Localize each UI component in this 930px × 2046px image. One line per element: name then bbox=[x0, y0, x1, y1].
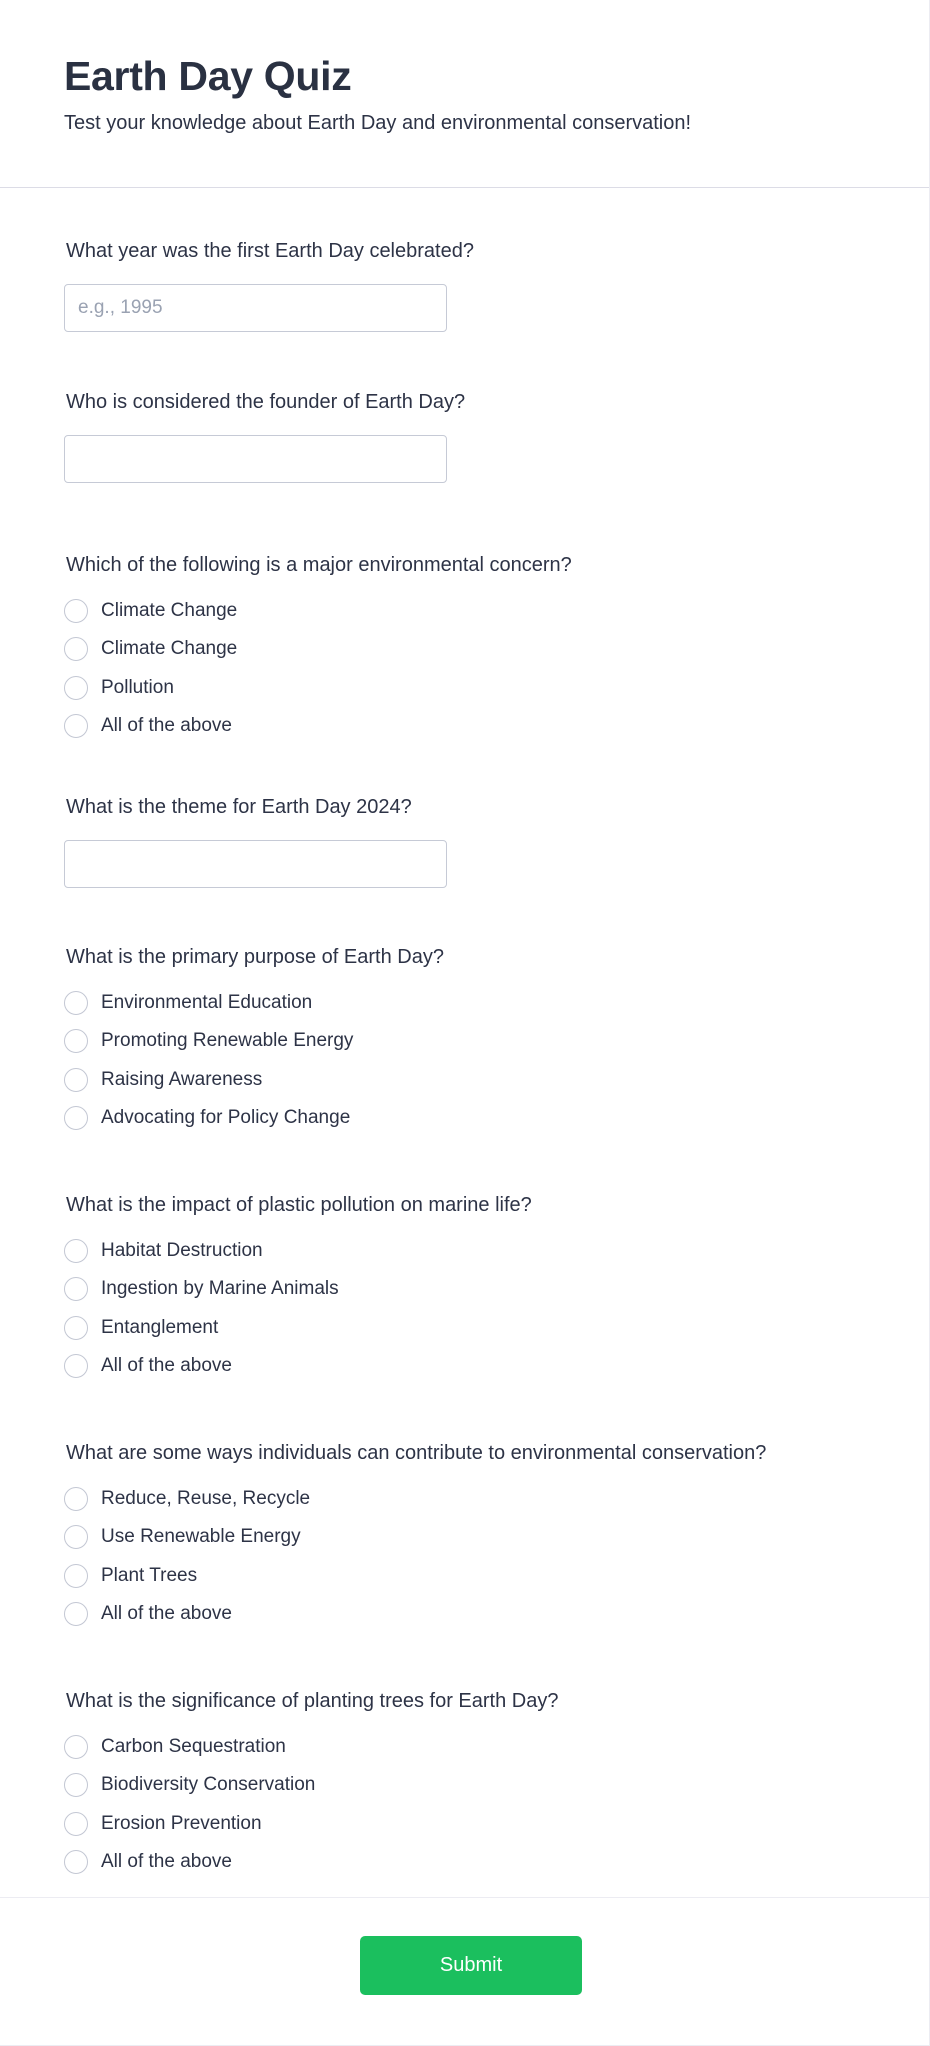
radio-button[interactable] bbox=[64, 1068, 88, 1092]
quiz-footer bbox=[0, 1898, 929, 2045]
option-label: All of the above bbox=[101, 715, 232, 737]
option-label: All of the above bbox=[101, 1603, 232, 1625]
radio-button[interactable] bbox=[64, 1239, 88, 1263]
page-subtitle: Test your knowledge about Earth Day and environmental conservation! bbox=[64, 112, 692, 134]
radio-option[interactable] bbox=[64, 1022, 865, 1060]
radio-button[interactable] bbox=[64, 637, 88, 661]
radio-button[interactable] bbox=[64, 1735, 88, 1759]
option-label: Biodiversity Conservation bbox=[101, 1774, 316, 1796]
question-label: What is the theme for Earth Day 2024? bbox=[66, 796, 412, 818]
question-4 bbox=[64, 794, 865, 944]
option-label: Ingestion by Marine Animals bbox=[101, 1278, 339, 1300]
option-label: Climate Change bbox=[101, 600, 238, 622]
radio-option[interactable] bbox=[64, 630, 865, 668]
radio-option[interactable] bbox=[64, 1480, 865, 1518]
radio-button[interactable] bbox=[64, 1812, 88, 1836]
option-label: Habitat Destruction bbox=[101, 1240, 263, 1262]
radio-button[interactable] bbox=[64, 1525, 88, 1549]
radio-option[interactable] bbox=[64, 1061, 865, 1099]
radio-option[interactable] bbox=[64, 1557, 865, 1595]
question-label: What is the significance of planting trees for Earth Day? bbox=[66, 1690, 559, 1712]
radio-button[interactable] bbox=[64, 1773, 88, 1797]
option-label: Promoting Renewable Energy bbox=[101, 1030, 354, 1052]
earth-day-theme-input[interactable] bbox=[64, 840, 447, 888]
question-label: What are some ways individuals can contribute to environmental conservation? bbox=[66, 1442, 767, 1464]
radio-option[interactable] bbox=[64, 1099, 865, 1137]
radio-option[interactable] bbox=[64, 592, 865, 630]
radio-option[interactable] bbox=[64, 1766, 865, 1804]
question-5 bbox=[64, 944, 865, 1192]
option-label: All of the above bbox=[101, 1355, 232, 1377]
question-label: What is the primary purpose of Earth Day? bbox=[66, 946, 444, 968]
radio-button[interactable] bbox=[64, 1106, 88, 1130]
question-label: Who is considered the founder of Earth Day? bbox=[66, 391, 466, 413]
radio-option[interactable] bbox=[64, 1595, 865, 1633]
radio-group bbox=[64, 1232, 865, 1385]
radio-button[interactable] bbox=[64, 676, 88, 700]
question-6 bbox=[64, 1192, 865, 1440]
radio-option[interactable] bbox=[64, 1843, 865, 1881]
quiz-header bbox=[0, 0, 929, 188]
radio-button[interactable] bbox=[64, 1602, 88, 1626]
radio-button[interactable] bbox=[64, 714, 88, 738]
option-label: Use Renewable Energy bbox=[101, 1526, 301, 1548]
option-label: Pollution bbox=[101, 676, 174, 698]
radio-option[interactable] bbox=[64, 707, 865, 745]
option-label: Carbon Sequestration bbox=[101, 1736, 286, 1758]
radio-button[interactable] bbox=[64, 991, 88, 1015]
submit-button[interactable]: Submit bbox=[360, 1936, 582, 1995]
radio-option[interactable] bbox=[64, 984, 865, 1022]
radio-group bbox=[64, 1728, 865, 1881]
radio-option[interactable] bbox=[64, 669, 865, 707]
option-label: Raising Awareness bbox=[101, 1068, 263, 1090]
radio-option[interactable] bbox=[64, 1309, 865, 1347]
radio-button[interactable] bbox=[64, 599, 88, 623]
option-label: Climate Change bbox=[101, 638, 238, 660]
question-3 bbox=[64, 552, 865, 800]
radio-option[interactable] bbox=[64, 1270, 865, 1308]
radio-button[interactable] bbox=[64, 1354, 88, 1378]
quiz-body bbox=[0, 188, 929, 1898]
radio-button[interactable] bbox=[64, 1850, 88, 1874]
question-label: Which of the following is a major environmental concern? bbox=[66, 554, 572, 576]
radio-option[interactable] bbox=[64, 1347, 865, 1385]
option-label: Entanglement bbox=[101, 1316, 219, 1338]
radio-option[interactable] bbox=[64, 1805, 865, 1843]
radio-button[interactable] bbox=[64, 1487, 88, 1511]
radio-button[interactable] bbox=[64, 1316, 88, 1340]
option-label: Advocating for Policy Change bbox=[101, 1107, 351, 1129]
earth-day-founder-input[interactable] bbox=[64, 435, 447, 483]
page-title: Earth Day Quiz bbox=[64, 53, 352, 99]
radio-button[interactable] bbox=[64, 1564, 88, 1588]
radio-option[interactable] bbox=[64, 1518, 865, 1556]
option-label: Plant Trees bbox=[101, 1564, 198, 1586]
radio-button[interactable] bbox=[64, 1029, 88, 1053]
first-earth-day-year-input[interactable] bbox=[64, 284, 447, 332]
option-label: Reduce, Reuse, Recycle bbox=[101, 1488, 311, 1510]
option-label: Environmental Education bbox=[101, 992, 313, 1014]
radio-button[interactable] bbox=[64, 1277, 88, 1301]
radio-group bbox=[64, 1480, 865, 1633]
question-label: What is the impact of plastic pollution on marine life? bbox=[66, 1194, 532, 1216]
radio-option[interactable] bbox=[64, 1728, 865, 1766]
option-label: Erosion Prevention bbox=[101, 1812, 262, 1834]
radio-group bbox=[64, 984, 865, 1137]
radio-option[interactable] bbox=[64, 1232, 865, 1270]
option-label: All of the above bbox=[101, 1851, 232, 1873]
question-label: What year was the first Earth Day celebrated? bbox=[66, 240, 474, 262]
radio-group bbox=[64, 592, 865, 745]
question-7 bbox=[64, 1440, 865, 1688]
